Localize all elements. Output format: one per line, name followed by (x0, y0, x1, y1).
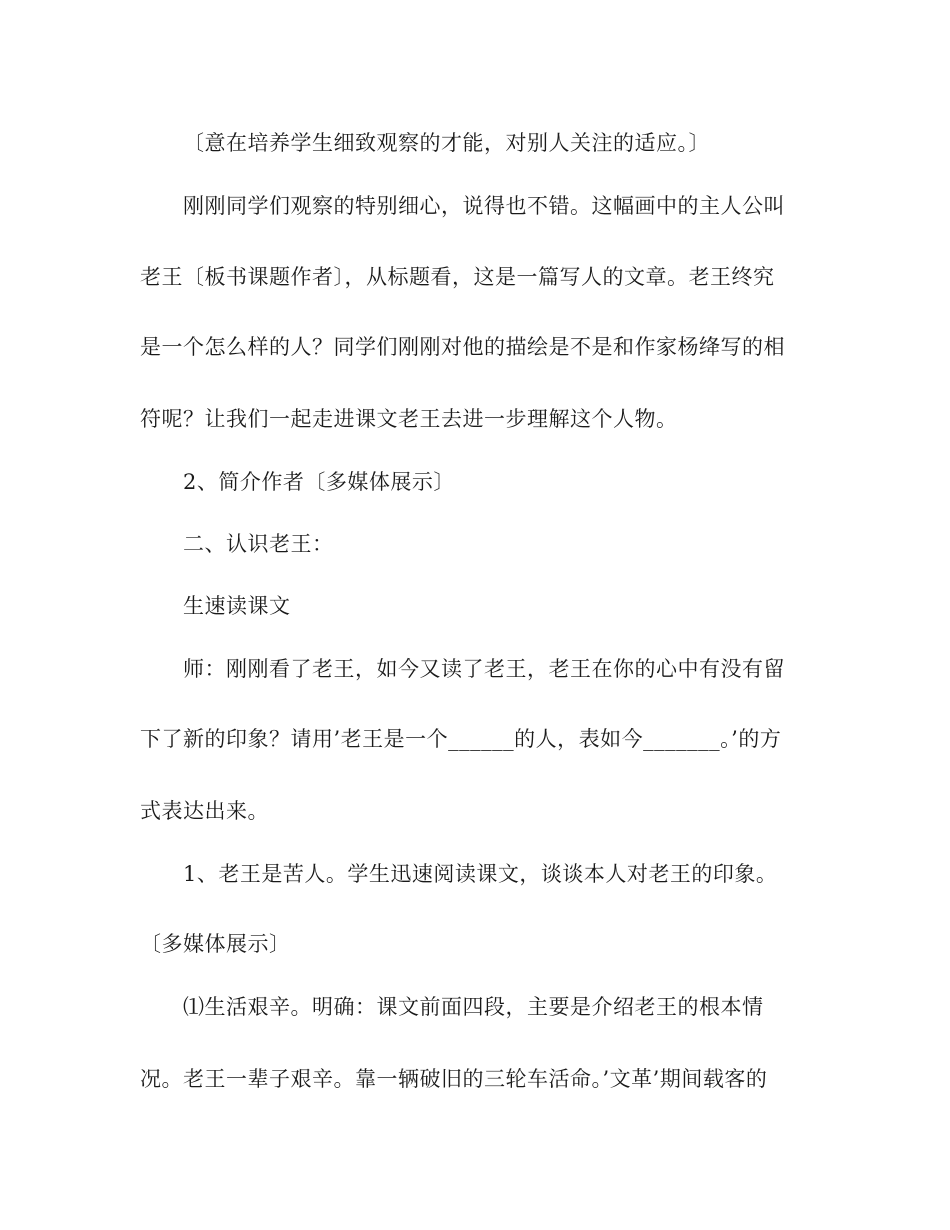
paragraph-line: 〔多媒体展示〕 (140, 932, 291, 956)
paragraph-line: ⑴生活艰辛。明确：课文前面四段，主要是介绍老王的根本情 (183, 995, 764, 1019)
paragraph-line: 况。老王一辈子艰辛。靠一辆破旧的三轮车活命。’文革’期间载客的 (140, 1067, 768, 1091)
paragraph-line: 是一个怎么样的人？同学们刚刚对他的描绘是不是和作家杨绛写的相 (140, 335, 785, 359)
paragraph-line: 〔意在培养学生细致观察的才能，对别人关注的适应。〕 (183, 131, 710, 155)
section-heading: 二、认识老王： (183, 532, 334, 556)
paragraph-line: 符呢？让我们一起走进课文老王去进一步理解这个人物。 (140, 407, 678, 431)
paragraph-line: 刚刚同学们观察的特别细心，说得也不错。这幅画中的主人公叫 (183, 194, 785, 218)
paragraph-line: 下了新的印象？请用’老王是一个______的人，表如今_______。’的方 (140, 727, 782, 751)
section-heading: 2、简介作者〔多媒体展示〕 (183, 470, 455, 494)
paragraph-line: 师：刚刚看了老王，如今又读了老王，老王在你的心中有没有留 (183, 657, 785, 681)
paragraph-line: 1、老王是苦人。学生迅速阅读课文，谈谈本人对老王的印象。 (183, 862, 778, 886)
paragraph-line: 式表达出来。 (140, 799, 269, 823)
paragraph-line: 生速读课文 (183, 594, 291, 618)
paragraph-line: 老王〔板书课题作者〕，从标题看，这是一篇写人的文章。老王终究 (140, 265, 775, 289)
